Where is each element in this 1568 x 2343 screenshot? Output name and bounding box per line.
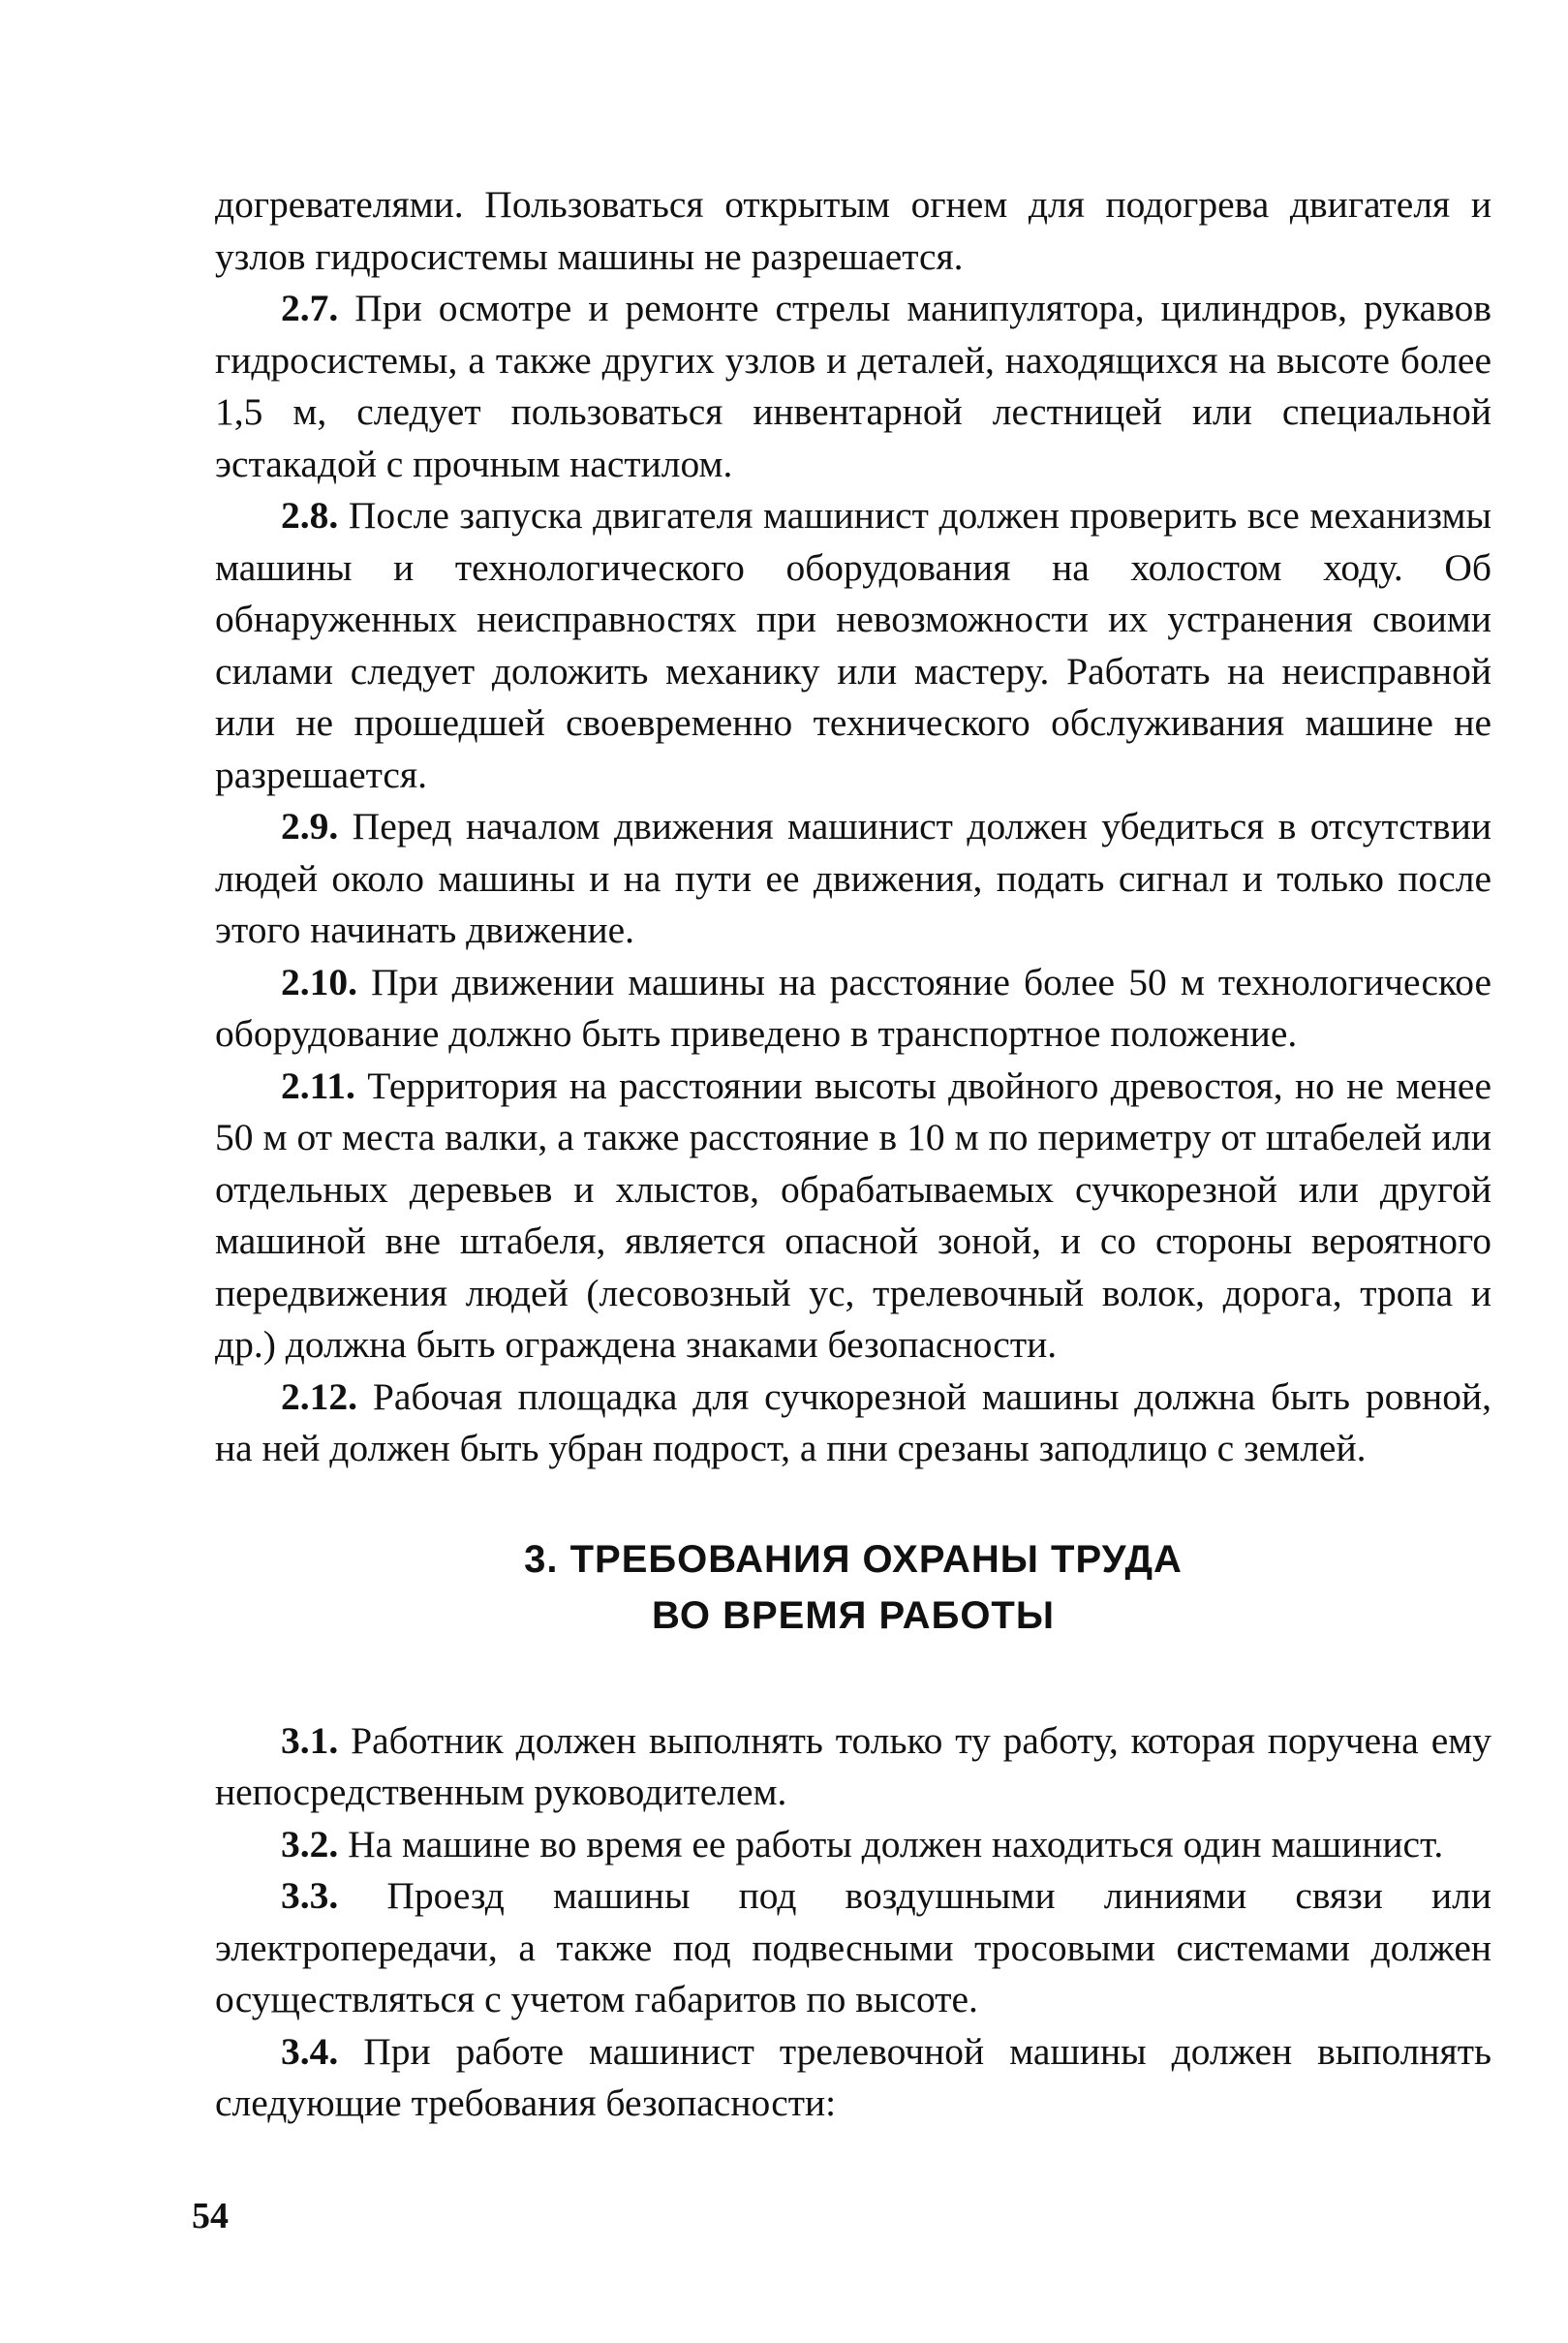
paragraph-2-11 [215,1061,1491,1372]
paragraph-text: Работник должен выполнять только ту работу, которая поручена ему непосредственным руководителем. [215,1718,1491,1813]
clause-number: 2.12. [281,1374,357,1418]
paragraph-2-7 [215,283,1491,490]
paragraph-text: Рабочая площадка для сучкорезной машины должна быть ровной, на ней должен быть убран подрост, а пни срезаны заподлицо с землей. [215,1374,1491,1469]
section-heading [215,1531,1491,1644]
paragraph-2-9 [215,801,1491,957]
clause-number: 3.1. [281,1718,339,1762]
clause-number: 2.11. [281,1064,355,1107]
paragraph-3-2 [215,1819,1491,1871]
section-heading-line-2: ВО ВРЕМЯ РАБОТЫ [651,1593,1056,1637]
clause-number: 2.8. [281,494,339,537]
paragraph-text: При работе машинист трелевочной машины должен выполнять следующие требования безопасности: [215,2029,1491,2124]
paragraph-2-12 [215,1372,1491,1475]
section-heading-line-1: 3. ТРЕБОВАНИЯ ОХРАНЫ ТРУДА [524,1537,1183,1581]
paragraph-text: После запуска двигателя машинист должен проверить все механизмы машины и технологического оборудования на холостом ходу. Об обнаруженных неисправностях при невозможности их устранения своими силами следует доложить механику или мастеру. Работать на неисправной или не прошедшей своевременно технического обслуживания машине не разрешается. [215,494,1491,796]
clause-number: 3.4. [281,2029,339,2073]
paragraph-text: При осмотре и ремонте стрелы манипулятора, цилиндров, рукавов гидросистемы, а также других узлов и деталей, находящихся на высоте более 1,5 м, следует пользоваться инвентарной лестницей или специальной эстакадой с прочным настилом. [215,287,1491,485]
paragraph-text: Перед началом движения машинист должен убедиться в отсутствии людей около машины и на пути ее движения, подать сигнал и только после этого начинать движение. [215,805,1491,951]
paragraph-3-1 [215,1715,1491,1819]
clause-number: 3.2. [281,1822,339,1865]
paragraph-text: При движении машины на расстояние более 50 м технологическое оборудование должно быть приведено в транспортное положение. [215,960,1491,1055]
clause-number: 3.3. [281,1874,339,1917]
paragraph-text: догревателями. Пользоваться открытым огнем для подогрева двигателя и узлов гидросистемы машины не разрешается. [215,183,1491,278]
page-number: 54 [192,2196,229,2236]
clause-number: 2.10. [281,960,357,1003]
clause-number: 2.9. [281,805,339,848]
paragraph-2-10 [215,957,1491,1061]
paragraph-text: Проезд машины под воздушными линиями связи или электропередачи, а также под подвесными тросовыми системами должен осуществляться с учетом габаритов по высоте. [215,1874,1491,2020]
paragraph-text: На машине во время ее работы должен находиться один машинист. [338,1822,1444,1865]
paragraph-continuation [215,179,1491,283]
paragraph-3-4 [215,2026,1491,2130]
paragraph-3-3 [215,1870,1491,2026]
paragraph-2-8 [215,490,1491,801]
clause-number: 2.7. [281,287,339,329]
document-page [215,179,1491,2130]
paragraph-text: Территория на расстоянии высоты двойного древостоя, но не менее 50 м от места валки, а также расстояние в 10 м по периметру от штабелей или отдельных деревьев и хлыстов, обрабатываемых сучкорезной или другой машиной вне штабеля, является опасной зоной, и со стороны вероятного передвижения людей (лесовозный ус, трелевочный волок, дорога, тропа и др.) должна быть ограждена знаками безопасности. [215,1064,1491,1366]
